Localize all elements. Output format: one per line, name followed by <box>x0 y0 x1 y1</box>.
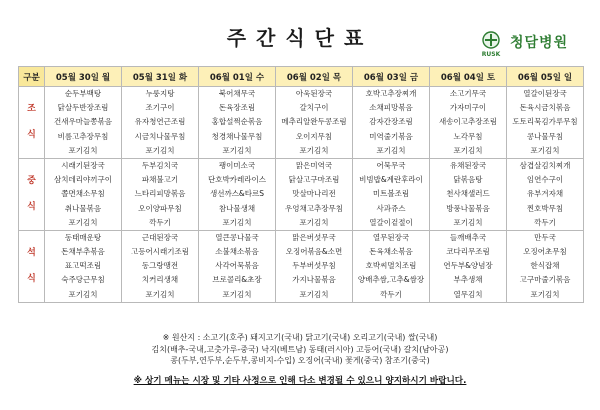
dish-item: 콩나물무침 <box>526 131 564 141</box>
meal-label-char: 석 <box>27 248 36 259</box>
dish-item: 포기김치 <box>376 145 406 155</box>
meal-label <box>19 87 45 159</box>
hospital-logo-mark <box>476 30 506 58</box>
dish-item: 시금치나물무침 <box>134 131 186 141</box>
dish-item: 사각어묵볶음 <box>215 261 259 271</box>
dish-item: 파채불고기 <box>141 175 179 185</box>
menu-cell <box>430 158 507 230</box>
dish-item: 동태매운탕 <box>64 232 102 242</box>
dish-item: 새송이고추장조림 <box>439 117 497 127</box>
dish-item: 홍합설쩍순볶음 <box>211 117 263 127</box>
menu-cell <box>507 158 584 230</box>
dish-item: 근대된장국 <box>141 232 179 242</box>
dish-item: 부추생채 <box>453 275 483 285</box>
meal-label-char: 식 <box>27 202 36 213</box>
dish-item: 생선까스&타르S <box>209 189 265 199</box>
dish-item: 소불채소볶음 <box>215 247 259 257</box>
dish-item: 맑은미역국 <box>295 160 333 170</box>
meal-row <box>19 230 584 302</box>
dish-item: 호박씨멸치조림 <box>365 261 417 271</box>
menu-cell <box>353 230 430 302</box>
dish-item: 열갈이된장국 <box>523 89 567 98</box>
dish-item: 포기김치 <box>222 145 252 155</box>
dish-item: 쫄면채소무침 <box>61 189 105 199</box>
dish-item: 양배추쌈,고추&쌈장 <box>357 275 425 285</box>
dish-item: 포기김치 <box>530 145 560 155</box>
menu-cell <box>122 158 199 230</box>
dish-item: 팽이미소국 <box>218 160 256 170</box>
meal-label-char: 중 <box>27 176 36 187</box>
dish-item: 맑은버섯무국 <box>292 232 336 242</box>
origin-note-line: 김치(배추-국내,고춧가루-중국) 낙지(베트남) 동태(러시아) 고등어(국내) 갈치(남아공) <box>151 344 449 354</box>
menu-cell <box>276 87 353 159</box>
menu-cell <box>353 87 430 159</box>
weekly-menu-table <box>18 66 584 303</box>
dish-item: 메추리알완두콩조림 <box>281 117 347 127</box>
dish-item: 코다리무조림 <box>446 247 490 257</box>
dish-item: 유부겨자채 <box>526 189 564 199</box>
dish-item: 호박고추장찌개 <box>365 89 417 98</box>
dish-item: 돈육장조림 <box>218 103 256 113</box>
header-day: 06월 03일 금 <box>353 67 430 87</box>
dish-item: 감자간장조림 <box>369 117 413 127</box>
hospital-name: 청담병원 <box>510 35 569 51</box>
menu-cell <box>353 158 430 230</box>
dish-item: 돈채부추볶음 <box>61 247 105 257</box>
dish-item: 갈치구이 <box>299 103 329 113</box>
header-day: 06월 05일 일 <box>507 67 584 87</box>
dish-item: 청경채나물무침 <box>211 131 263 141</box>
dish-item: 가자미구이 <box>449 103 487 113</box>
dish-item: 참나물생채 <box>218 203 256 213</box>
menu-body <box>19 87 584 303</box>
dish-item: 포기김치 <box>299 217 329 227</box>
dish-item: 유자청연근조림 <box>134 117 186 127</box>
dish-item: 맛살마나리전 <box>292 189 336 199</box>
dish-item: 소고기무국 <box>449 89 487 98</box>
page-title: 주간식단표 <box>226 26 374 50</box>
dish-item: 순두부백탕 <box>64 89 102 98</box>
header-gubun: 구분 <box>19 67 45 87</box>
meal-row <box>19 158 584 230</box>
dish-item: 도토리묵김가루무침 <box>512 117 578 127</box>
dish-item: 돈육채소볶음 <box>369 247 413 257</box>
meal-label <box>19 230 45 302</box>
dish-item: 열갈이겉절이 <box>369 217 413 227</box>
origin-note-line: ※ 원산지 : 소고기(호주) 돼지고기(국내) 닭고기(국내) 오리고기(국내) 쌀(국내) <box>162 333 438 342</box>
dish-item: 방풍나물볶음 <box>446 203 490 213</box>
dish-item: 치커리생채 <box>141 275 179 285</box>
dish-item: 동그랑땡전 <box>141 261 179 271</box>
menu-cell <box>507 230 584 302</box>
dish-item: 고등어시래기조림 <box>131 247 189 257</box>
header-row <box>19 67 584 87</box>
dish-item: 포기김치 <box>530 289 560 299</box>
dish-item: 삼치데리야끼구이 <box>54 175 112 185</box>
dish-item: 두부버섯무침 <box>292 261 336 271</box>
dish-item: 시래기된장국 <box>61 160 105 170</box>
dish-item: 브로콜리&초장 <box>212 275 262 285</box>
origin-notes <box>0 332 600 367</box>
dish-item: 비빔밥&계란후라이 <box>359 175 423 185</box>
menu-cell <box>430 230 507 302</box>
menu-cell <box>276 230 353 302</box>
dish-item: 느타리피망볶음 <box>134 189 186 199</box>
dish-item: 열큰콩나물국 <box>215 232 259 242</box>
dish-item: 두부김치국 <box>141 160 179 170</box>
menu-cell <box>45 230 122 302</box>
dish-item: 찐호박무침 <box>526 203 564 213</box>
dish-item: 포기김치 <box>299 289 329 299</box>
header-day: 05월 31일 화 <box>122 67 199 87</box>
dish-item: 열무된장국 <box>372 232 410 242</box>
change-warning: ※ 상기 메뉴는 시장 및 기타 사정으로 인해 다소 변경될 수 있으니 양지하시기 바랍니다. <box>133 376 467 386</box>
dish-item: 닭살고구마조림 <box>288 175 340 185</box>
meal-row <box>19 87 584 159</box>
dish-item: 포기김치 <box>145 145 175 155</box>
dish-item: 닭살두반장조림 <box>57 103 109 113</box>
menu-cell <box>45 158 122 230</box>
dish-item: 깍두기 <box>149 217 171 227</box>
dish-item: 임연수구이 <box>526 175 564 185</box>
dish-item: 소채피망볶음 <box>369 103 413 113</box>
dish-item: 오징어초무침 <box>523 247 567 257</box>
menu-cell <box>430 87 507 159</box>
dish-item: 누룽지탕 <box>145 89 175 98</box>
dish-item: 열무김치 <box>453 289 483 299</box>
dish-item: 포기김치 <box>68 289 98 299</box>
dish-item: 사과쥬스 <box>376 203 406 213</box>
hospital-logo <box>476 30 594 58</box>
dish-item: 포기김치 <box>68 217 98 227</box>
dish-item: 포기김치 <box>453 145 483 155</box>
dish-item: 건새우마늘쫑볶음 <box>54 117 112 127</box>
meal-label <box>19 158 45 230</box>
menu-cell <box>507 87 584 159</box>
dish-item: 닭볶음탕 <box>453 175 483 185</box>
menu-cell <box>199 158 276 230</box>
dish-item: 포기김치 <box>222 289 252 299</box>
menu-cell <box>45 87 122 159</box>
dish-item: 노각무침 <box>453 131 483 141</box>
dish-item: 유채된장국 <box>449 160 487 170</box>
dish-item: 깍두기 <box>534 217 556 227</box>
menu-cell <box>199 87 276 159</box>
dish-item: 천사채샐러드 <box>446 189 490 199</box>
dish-item: 포기김치 <box>68 145 98 155</box>
dish-item: 깍두기 <box>380 289 402 299</box>
header-day: 05월 30일 월 <box>45 67 122 87</box>
dish-item: 조기구이 <box>145 103 175 113</box>
dish-item: 표고떡조림 <box>64 261 102 271</box>
menu-cell <box>276 158 353 230</box>
header-day: 06월 04일 토 <box>430 67 507 87</box>
dish-item: 만두국 <box>534 232 556 242</box>
dish-item: 포기김치 <box>453 217 483 227</box>
dish-item: 오이양파무침 <box>138 203 182 213</box>
dish-item: 오징어볶음&소면 <box>285 247 343 257</box>
dish-item: 우엉채고추장무침 <box>285 203 343 213</box>
dish-item: 고구마줄기볶음 <box>519 275 571 285</box>
dish-item: 한식잡채 <box>530 261 560 271</box>
dish-item: 들깨배추국 <box>449 232 487 242</box>
dish-item: 포기김치 <box>299 145 329 155</box>
dish-item: 가지나물볶음 <box>292 275 336 285</box>
dish-item: 미역줄기볶음 <box>369 131 413 141</box>
header-day: 06월 02일 목 <box>276 67 353 87</box>
dish-item: 미트볼조림 <box>372 189 410 199</box>
dish-item: 삼겹살김치찌개 <box>519 160 571 170</box>
dish-item: 숙주당근무침 <box>61 275 105 285</box>
dish-item: 포기김치 <box>222 217 252 227</box>
dish-item: 아욱된장국 <box>295 89 333 98</box>
menu-cell <box>122 87 199 159</box>
dish-item: 취나물볶음 <box>64 203 102 213</box>
menu-cell <box>199 230 276 302</box>
dish-item: 비름고추장무침 <box>57 131 109 141</box>
dish-item: 북어채무국 <box>218 89 256 98</box>
dish-item: 포기김치 <box>145 289 175 299</box>
dish-item: 연두부&양념장 <box>443 261 493 271</box>
header-day: 06월 01일 수 <box>199 67 276 87</box>
dish-item: 단호박카레라이스 <box>208 175 266 185</box>
dish-item: 오이지무침 <box>295 131 333 141</box>
meal-label-char: 식 <box>27 274 36 285</box>
meal-label-char: 조 <box>27 104 36 115</box>
dish-item: 돈육시금치볶음 <box>519 103 571 113</box>
dish-item: 어묵무국 <box>376 160 406 170</box>
meal-label-char: 식 <box>27 130 36 141</box>
origin-note-line: 콩(두부,연두부,순두부,콩비지-수입) 오징어(국내) 꽃게(중국) 참조기(중국) <box>170 356 430 365</box>
svg-text:RUSK: RUSK <box>481 51 501 58</box>
menu-cell <box>122 230 199 302</box>
